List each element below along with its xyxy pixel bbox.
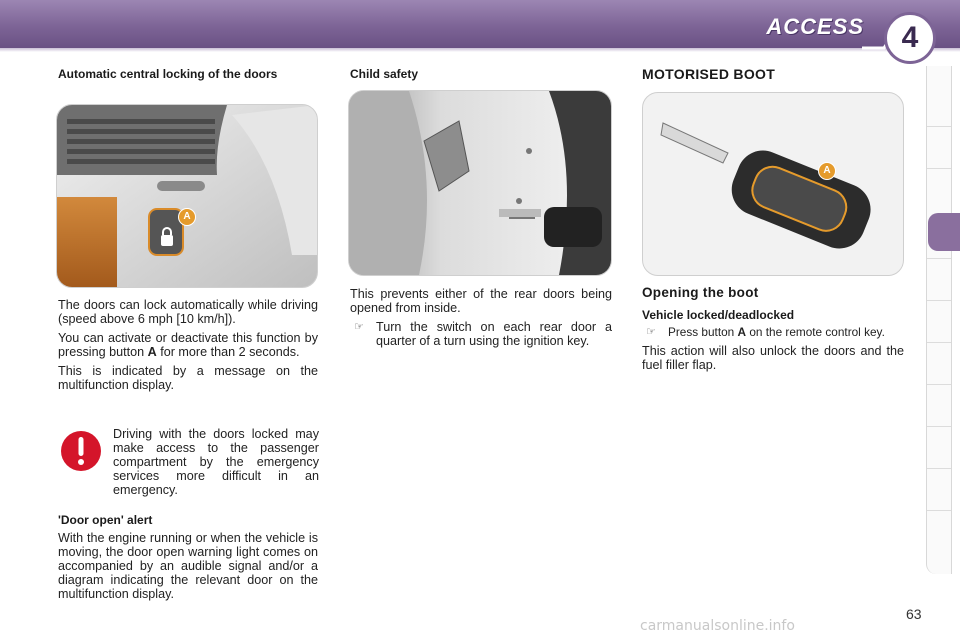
paragraph: The doors can lock automatically while driving (speed above 6 mph [10 km/h]). <box>58 298 318 326</box>
paragraph: This is indicated by a message on the multifunction display. <box>58 364 318 392</box>
central-locking-heading: Automatic central locking of the doors <box>58 67 278 81</box>
remote-key-illustration <box>643 93 903 275</box>
warning-text: Driving with the doors locked may make access to the passenger compartment by the emergency services more difficult in an emergency. <box>113 427 319 497</box>
dashboard-illustration <box>57 105 317 287</box>
paragraph-part: for more than 2 seconds. <box>160 345 300 359</box>
bullet-part: on the remote control key. <box>749 325 885 339</box>
central-locking-figure <box>56 104 318 288</box>
opening-boot-text <box>642 325 904 377</box>
side-tab-divider <box>927 342 951 343</box>
rear-door-lock-illustration <box>349 91 611 275</box>
motorised-boot-heading: MOTORISED BOOT <box>642 66 776 82</box>
side-tab-divider <box>927 468 951 469</box>
figure-callout-a: A <box>178 208 196 226</box>
bullet-text <box>668 325 904 339</box>
central-locking-text <box>58 298 318 397</box>
bullet-text: Turn the switch on each rear door a quarter of a turn using the ignition key. <box>376 320 612 348</box>
paragraph-part: You can activate or deactivate this function by pressing button <box>58 331 318 359</box>
bullet-part: Press button <box>668 325 735 339</box>
side-tab-divider <box>927 168 951 169</box>
door-open-alert-text: With the engine running or when the vehicle is moving, the door open warning light comes on accompanied by an audible signal and/or a diagram indicating the relevant door on the multifunction display. <box>58 531 318 601</box>
side-tab-active-chapter[interactable] <box>928 213 960 251</box>
chapter-number-badge: 4 <box>884 12 936 64</box>
chapter-side-tabs <box>926 66 952 574</box>
side-tab-divider <box>927 384 951 385</box>
figure-callout-a: A <box>818 162 836 180</box>
side-tab-divider <box>927 426 951 427</box>
side-tab-divider <box>927 510 951 511</box>
pointing-hand-icon: ☞ <box>354 321 364 333</box>
chapter-title: ACCESS <box>766 14 864 39</box>
child-safety-heading: Child safety <box>350 67 419 81</box>
door-open-alert-heading: 'Door open' alert <box>58 513 153 527</box>
vehicle-locked-heading: Vehicle locked/deadlocked <box>642 308 795 322</box>
paragraph <box>58 331 318 359</box>
remote-key-figure <box>642 92 904 276</box>
watermark: carmanualsonline.info <box>640 618 795 634</box>
button-label-a: A <box>147 345 157 359</box>
opening-the-boot-heading: Opening the boot <box>642 285 759 300</box>
child-safety-figure <box>348 90 612 276</box>
side-tab-divider <box>927 126 951 127</box>
header-shadow <box>0 48 960 52</box>
instruction-bullet <box>642 325 904 339</box>
warning-icon <box>60 430 102 472</box>
side-tab-divider <box>927 258 951 259</box>
lock-icon <box>158 226 176 248</box>
paragraph: This prevents either of the rear doors being opened from inside. <box>350 287 612 315</box>
child-safety-text <box>350 287 612 348</box>
page-number: 63 <box>906 606 922 622</box>
instruction-bullet <box>350 320 612 348</box>
button-label-a: A <box>737 325 747 339</box>
paragraph: This action will also unlock the doors and the fuel filler flap. <box>642 344 904 372</box>
side-tab-divider <box>927 300 951 301</box>
pointing-hand-icon: ☞ <box>646 326 656 338</box>
